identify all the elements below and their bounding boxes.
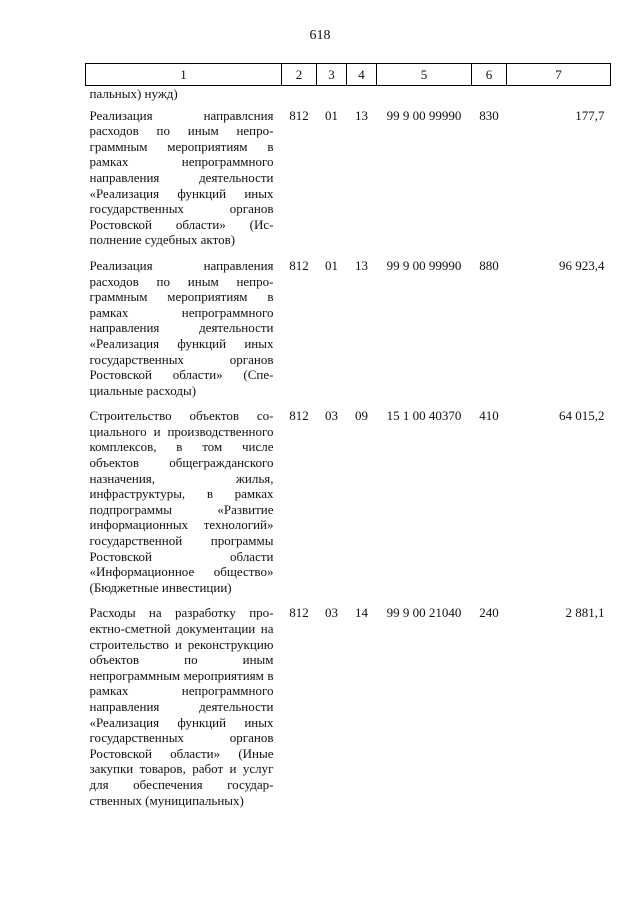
row-amount: 96 923,4 (559, 257, 605, 273)
row-amount: 64 015,2 (559, 408, 605, 424)
continuation-row (86, 86, 611, 108)
row-target-article: 99 9 00 99990 (386, 257, 462, 273)
row-target-article: 15 1 00 40370 (386, 408, 462, 424)
table-row (86, 408, 611, 605)
row-ministry-code: 812 (289, 257, 309, 273)
row-ministry-code: 812 (289, 605, 309, 621)
row-subsection-code: 13 (355, 107, 368, 123)
row-subsection-code: 13 (355, 257, 368, 273)
row-subsection-code: 09 (355, 408, 368, 424)
row-description: Расходы на разработку проектно-сметной документации на строительство и реконструкцию объектов по иным непрограммным мероприятиям в рамках непрограммного направления деятельности «Реализация функций иных государственных органов Ростовской области» (Иные закупки товаров, работ и услуг для обеспечения государственных (муниципальных) (89, 605, 274, 808)
row-subsection-code: 14 (355, 605, 368, 621)
table-row (86, 108, 611, 258)
row-section-code: 03 (325, 408, 338, 424)
table-row (86, 605, 611, 818)
column-number-header-row (86, 64, 611, 86)
row-ministry-code: 812 (289, 408, 309, 424)
continuation-text: пальных) нужд) (89, 86, 178, 101)
column-header-3: 3 (317, 64, 347, 86)
row-ministry-code: 812 (289, 107, 309, 123)
row-section-code: 01 (325, 257, 338, 273)
row-description: Строительство объектов социального и производственного комплексов, в том числе объектов общегражданского назначения, жилья, инфраструктуры, в рамках подпрограммы «Развитие информационных технологий» государственной программы Ростовской области «Информационное общество» (Бюджетные инвестиции) (89, 408, 274, 595)
row-section-code: 03 (325, 605, 338, 621)
column-header-2: 2 (282, 64, 317, 86)
budget-table (85, 63, 611, 818)
row-amount: 177,7 (575, 107, 605, 123)
row-section-code: 01 (325, 107, 338, 123)
row-description: Реализация направлсния расходов по иным непрограммным мероприятиям в рамках непрограммного направления деятельности «Реализация функций иных государственных органов Ростовской области» (Исполнение судебных актов) (89, 107, 274, 248)
row-expense-type: 830 (479, 107, 499, 123)
row-expense-type: 880 (479, 257, 499, 273)
row-description: Реализация направления расходов по иным непрограммным мероприятиям в рамках непрограммного направления деятельности «Реализация функций иных государственных органов Ростовской области» (Специальные расходы) (89, 257, 274, 398)
column-header-6: 6 (472, 64, 507, 86)
column-header-4: 4 (347, 64, 377, 86)
row-target-article: 99 9 00 21040 (386, 605, 462, 621)
table-row (86, 258, 611, 408)
row-target-article: 99 9 00 99990 (386, 107, 462, 123)
column-header-5: 5 (377, 64, 472, 86)
row-expense-type: 410 (479, 408, 499, 424)
page-number: 618 (309, 28, 331, 43)
row-amount: 2 881,1 (565, 605, 605, 621)
row-expense-type: 240 (479, 605, 499, 621)
column-header-1: 1 (86, 64, 282, 86)
column-header-7: 7 (507, 64, 611, 86)
